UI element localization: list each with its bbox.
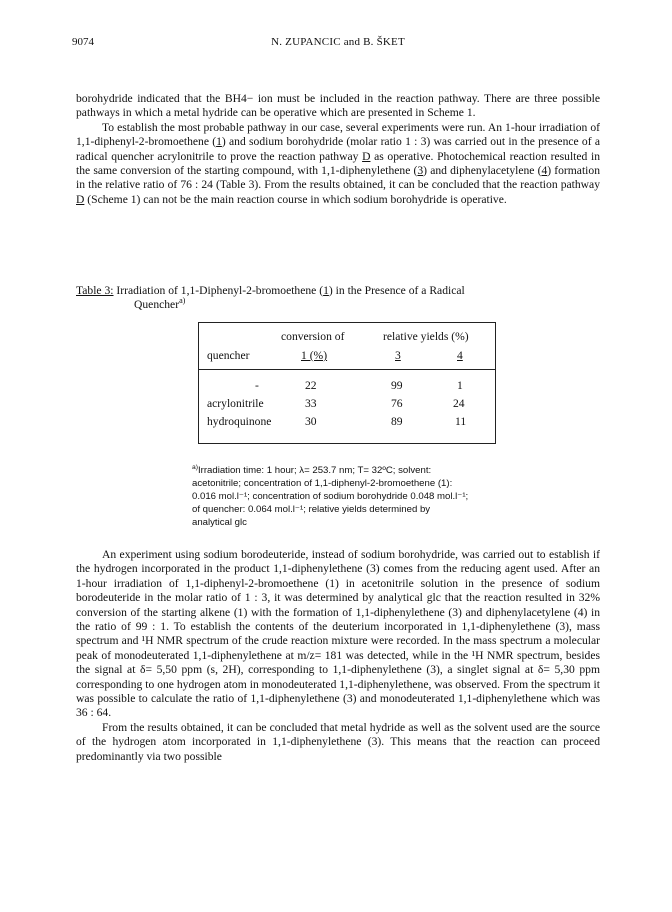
results-table	[198, 322, 496, 444]
table-row: - 22 99 1	[255, 379, 463, 392]
table-label: Table 3:	[76, 284, 114, 297]
header-relative-yields: relative yields (%)	[383, 330, 469, 343]
table-row: hydroquinone 30 89 11	[207, 415, 467, 428]
table-caption: Table 3: Irradiation of 1,1-Diphenyl-2-bromoethene (1) in the Presence of a Radical Quencher$^{a)}$	[76, 284, 465, 312]
running-title: N. ZUPANCIC and B. ŠKET	[271, 36, 405, 48]
header-compound-4: 4	[457, 349, 463, 362]
paragraph-2: To establish the most probable pathway in our case, several experiments were run. An 1-hour irradiation of 1,1-diphenyl-2-bromoethene (1) and sodium borohydride (molar ratio 1 : 3) was carried out in the presence of a radical quencher acrylonitrile to prove the reaction pathway D as operative. Photochemical reaction resulted in the same conversion of the starting compound, with 1,1-diphenylethene (3) and diphenylacetylene (4) formation in the relative ratio of 76 : 24 (Table 3). From the results obtained, it can be concluded that the reaction pathway D (Scheme 1) can not be the main reaction course in which sodium borohydride is operative.	[76, 120, 600, 206]
paragraph-4: From the results obtained, it can be concluded that metal hydride as well as the solvent used are the source of the hydrogen atom incorporated in 1,1-diphenylethene (3). This means that the reaction can proceed predominantly via two possible	[76, 720, 600, 763]
table-header	[199, 323, 495, 370]
body-text-top	[76, 92, 600, 207]
table-footnote: $^{a)}$Irradiation time: 1 hour; λ= 253.7 nm; T= 32ºC; solvent: acetonitrile; concentration of 1,1-diphenyl-2-bromoethene (1): 0.016 mol.l⁻¹; concentration of sodium borohydride 0.048 mol.l⁻¹; of quencher: 0.064 mol.l⁻¹; relative yields determined by analytical glc	[192, 463, 469, 528]
body-text-bottom	[76, 548, 600, 764]
page-number: 9074	[72, 36, 94, 48]
header-conversion: conversion of	[281, 330, 345, 343]
header-conversion-sub: 1 (%)	[301, 349, 328, 362]
paragraph-3: An experiment using sodium borodeuteride, instead of sodium borohydride, was carried out to establish if the hydrogen incorporated in the product 1,1-diphenylethene (3) comes from the reducing agent used. After an 1-hour irradiation of 1,1-diphenyl-2-bromoethene (1) in acetonitrile solution in the presence of sodium borodeuteride in the molar ratio of 1 : 3, it was determined by analytical glc that the reaction resulted in 32% conversion of the starting alkene (1) with the formation of 1,1-diphenylethene (3) and diphenylacetylene (4) in the ratio of 99 : 1. To establish the contents of the deuterium incorporated in 1,1-diphenylethene (3), mass spectrum and ¹H NMR spectrum of the crude reaction mixture were recorded. In the mass spectrum a molecular peak of monodeuterated 1,1-diphenylethene at m/z= 181 was detected, while in the ¹H NMR spectrum, besides the signal at δ= 5,50 ppm (s, 2H), corresponding to 1,1-diphenylethene (3), a singlet signal at δ= 5,30 ppm corresponding to one hydrogen atom in monodeuterated 1,1-diphenylethene, was observed. From the spectrum it was possible to calculate the ratio of 1,1-diphenylethene (3) and monodeuterated 1,1-diphenylethene which was 36 : 64.	[76, 548, 600, 720]
header-compound-3: 3	[395, 349, 401, 362]
paragraph-1: borohydride indicated that the BH4− ion must be included in the reaction pathway. There are three possible pathways in which a metal hydride can be operative which are presented in Scheme 1.	[76, 92, 600, 120]
table-row: acrylonitrile 33 76 24	[207, 397, 465, 410]
header-quencher: quencher	[207, 349, 250, 362]
